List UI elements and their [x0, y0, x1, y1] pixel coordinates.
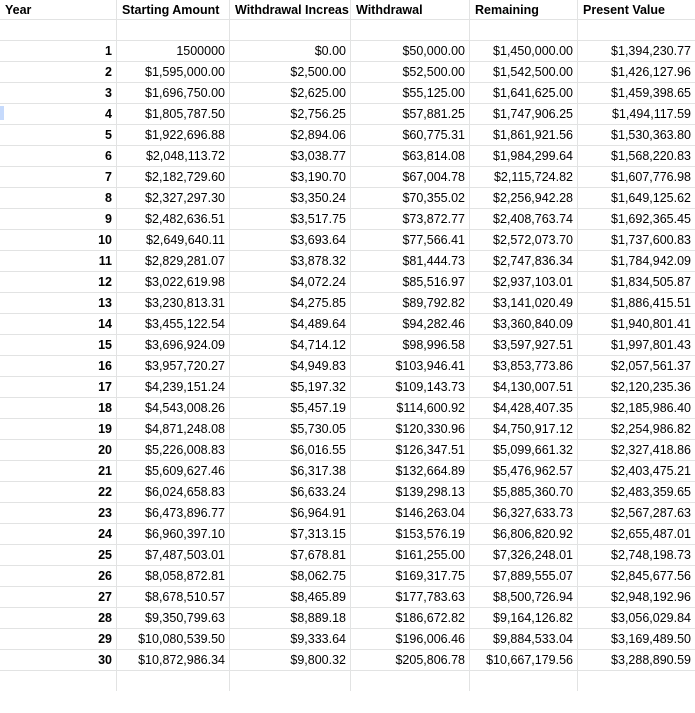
cell-starting-amount[interactable]: $2,048,113.72: [117, 146, 230, 166]
cell-withdrawal[interactable]: $89,792.82: [351, 293, 470, 313]
cell-starting-amount[interactable]: $5,609,627.46: [117, 461, 230, 481]
cell-withdrawal-increase[interactable]: $4,714.12: [230, 335, 351, 355]
cell-year[interactable]: 13: [0, 293, 117, 313]
empty-cell[interactable]: [117, 20, 230, 40]
cell-starting-amount[interactable]: $2,327,297.30: [117, 188, 230, 208]
selection-indicator: [0, 106, 4, 120]
cell-year[interactable]: 19: [0, 419, 117, 439]
cell-withdrawal-increase[interactable]: $3,693.64: [230, 230, 351, 250]
cell-withdrawal[interactable]: $109,143.73: [351, 377, 470, 397]
cell-withdrawal[interactable]: $161,255.00: [351, 545, 470, 565]
empty-cell[interactable]: [0, 671, 117, 691]
cell-remaining[interactable]: $6,806,820.92: [470, 524, 578, 544]
cell-remaining[interactable]: $7,889,555.07: [470, 566, 578, 586]
cell-withdrawal-increase[interactable]: $9,333.64: [230, 629, 351, 649]
cell-present-value[interactable]: $2,948,192.96: [611, 590, 691, 604]
cell-year[interactable]: 4: [0, 104, 117, 124]
cell-year[interactable]: 2: [0, 62, 117, 82]
cell-remaining[interactable]: $2,937,103.01: [470, 272, 578, 292]
cell-starting-amount[interactable]: $5,226,008.83: [117, 440, 230, 460]
cell-starting-amount[interactable]: $4,871,248.08: [117, 419, 230, 439]
cell-remaining[interactable]: $1,450,000.00: [470, 41, 578, 61]
data-rows: [0, 41, 695, 671]
cell-present-value[interactable]: $1,886,415.51: [611, 296, 691, 310]
cell-withdrawal[interactable]: $177,783.63: [351, 587, 470, 607]
table-row: [0, 440, 695, 461]
header-remaining[interactable]: Remaining: [470, 0, 578, 20]
cell-withdrawal[interactable]: $153,576.19: [351, 524, 470, 544]
empty-cell[interactable]: [351, 20, 470, 40]
empty-cell[interactable]: [470, 671, 578, 691]
cell-starting-amount[interactable]: $10,080,539.50: [117, 629, 230, 649]
cell-present-value[interactable]: $1,494,117.59: [611, 107, 691, 121]
cell-withdrawal[interactable]: $60,775.31: [351, 125, 470, 145]
cell-withdrawal-increase[interactable]: $2,625.00: [230, 83, 351, 103]
cell-starting-amount[interactable]: $4,239,151.24: [117, 377, 230, 397]
cell-withdrawal[interactable]: $94,282.46: [351, 314, 470, 334]
cell-starting-amount[interactable]: $1,922,696.88: [117, 125, 230, 145]
header-year[interactable]: Year: [0, 0, 117, 20]
cell-starting-amount[interactable]: $1,805,787.50: [117, 104, 230, 124]
cell-year[interactable]: 16: [0, 356, 117, 376]
cell-remaining[interactable]: $2,408,763.74: [470, 209, 578, 229]
cell-withdrawal-increase[interactable]: $3,350.24: [230, 188, 351, 208]
cell-year[interactable]: 7: [0, 167, 117, 187]
cell-present-value[interactable]: $3,288,890.59: [611, 653, 691, 667]
table-row: [0, 104, 695, 125]
cell-withdrawal[interactable]: $85,516.97: [351, 272, 470, 292]
cell-withdrawal-increase[interactable]: $6,964.91: [230, 503, 351, 523]
empty-cell[interactable]: [117, 671, 230, 691]
cell-withdrawal-increase[interactable]: $8,889.18: [230, 608, 351, 628]
cell-withdrawal-increase[interactable]: $4,275.85: [230, 293, 351, 313]
table-row: [0, 230, 695, 251]
cell-withdrawal-increase[interactable]: $2,894.06: [230, 125, 351, 145]
cell-withdrawal-increase[interactable]: $5,730.05: [230, 419, 351, 439]
cell-remaining[interactable]: $9,884,533.04: [470, 629, 578, 649]
cell-remaining[interactable]: $1,542,500.00: [470, 62, 578, 82]
cell-year[interactable]: 6: [0, 146, 117, 166]
cell-starting-amount[interactable]: $3,022,619.98: [117, 272, 230, 292]
header-present-value[interactable]: Present Value: [583, 3, 665, 17]
cell-year[interactable]: 18: [0, 398, 117, 418]
cell-present-value[interactable]: $2,254,986.82: [611, 422, 691, 436]
empty-cell[interactable]: [0, 20, 117, 40]
cell-withdrawal-increase[interactable]: $7,313.15: [230, 524, 351, 544]
cell-present-value[interactable]: $1,997,801.43: [611, 338, 691, 352]
table-row: [0, 41, 695, 62]
table-row: [0, 650, 695, 671]
cell-withdrawal-increase[interactable]: $6,633.24: [230, 482, 351, 502]
cell-remaining[interactable]: $4,750,917.12: [470, 419, 578, 439]
cell-year[interactable]: 5: [0, 125, 117, 145]
cell-withdrawal[interactable]: $98,996.58: [351, 335, 470, 355]
cell-withdrawal[interactable]: $132,664.89: [351, 461, 470, 481]
cell-starting-amount[interactable]: 1500000: [117, 41, 230, 61]
table-row: [0, 377, 695, 398]
cell-withdrawal[interactable]: $139,298.13: [351, 482, 470, 502]
cell-withdrawal-increase[interactable]: $0.00: [230, 41, 351, 61]
cell-starting-amount[interactable]: $6,024,658.83: [117, 482, 230, 502]
cell-year[interactable]: 1: [0, 41, 117, 61]
empty-row: [0, 20, 695, 41]
cell-withdrawal-increase[interactable]: $8,465.89: [230, 587, 351, 607]
cell-starting-amount[interactable]: $3,696,924.09: [117, 335, 230, 355]
cell-year[interactable]: 12: [0, 272, 117, 292]
cell-withdrawal-increase[interactable]: $2,756.25: [230, 104, 351, 124]
cell-withdrawal-increase[interactable]: $3,878.32: [230, 251, 351, 271]
cell-withdrawal-increase[interactable]: $5,197.32: [230, 377, 351, 397]
table-row: [0, 524, 695, 545]
cell-present-value[interactable]: $1,649,125.62: [611, 191, 691, 205]
cell-withdrawal[interactable]: $63,814.08: [351, 146, 470, 166]
cell-present-value[interactable]: $1,426,127.96: [611, 65, 691, 79]
cell-starting-amount[interactable]: $2,649,640.11: [117, 230, 230, 250]
cell-withdrawal-increase[interactable]: $4,949.83: [230, 356, 351, 376]
cell-present-value[interactable]: $2,120,235.36: [611, 380, 691, 394]
cell-present-value[interactable]: $1,834,505.87: [611, 275, 691, 289]
cell-present-value[interactable]: $3,056,029.84: [611, 611, 691, 625]
cell-remaining[interactable]: $5,885,360.70: [470, 482, 578, 502]
table-row: [0, 125, 695, 146]
cell-remaining[interactable]: $2,256,942.28: [470, 188, 578, 208]
cell-withdrawal[interactable]: $103,946.41: [351, 356, 470, 376]
cell-withdrawal-increase[interactable]: $2,500.00: [230, 62, 351, 82]
cell-present-value[interactable]: $1,784,942.09: [611, 254, 691, 268]
cell-starting-amount[interactable]: $3,230,813.31: [117, 293, 230, 313]
table-row: [0, 62, 695, 83]
cell-year[interactable]: 15: [0, 335, 117, 355]
cell-withdrawal[interactable]: $120,330.96: [351, 419, 470, 439]
cell-present-value[interactable]: $1,530,363.80: [611, 128, 691, 142]
cell-starting-amount[interactable]: $8,678,510.57: [117, 587, 230, 607]
cell-year[interactable]: 17: [0, 377, 117, 397]
cell-withdrawal[interactable]: $73,872.77: [351, 209, 470, 229]
cell-withdrawal[interactable]: $55,125.00: [351, 83, 470, 103]
header-starting-amount[interactable]: Starting Amount: [117, 0, 230, 20]
cell-withdrawal[interactable]: $186,672.82: [351, 608, 470, 628]
cell-remaining[interactable]: $1,747,906.25: [470, 104, 578, 124]
header-withdrawal-increase[interactable]: Withdrawal Increas: [230, 0, 351, 20]
table-row: [0, 629, 695, 650]
cell-present-value[interactable]: $1,459,398.65: [611, 86, 691, 100]
empty-cell[interactable]: [578, 671, 695, 691]
cell-present-value[interactable]: $1,607,776.98: [611, 170, 691, 184]
empty-cell[interactable]: [470, 20, 578, 40]
cell-present-value[interactable]: $2,327,418.86: [611, 443, 691, 457]
cell-remaining[interactable]: $2,572,073.70: [470, 230, 578, 250]
header-withdrawal[interactable]: Withdrawal: [351, 0, 470, 20]
cell-present-value[interactable]: $2,567,287.63: [611, 506, 691, 520]
cell-starting-amount[interactable]: $6,473,896.77: [117, 503, 230, 523]
table-row: [0, 167, 695, 188]
cell-year[interactable]: 3: [0, 83, 117, 103]
table-row: [0, 272, 695, 293]
cell-withdrawal[interactable]: $126,347.51: [351, 440, 470, 460]
cell-remaining[interactable]: $1,641,625.00: [470, 83, 578, 103]
cell-remaining[interactable]: $6,327,633.73: [470, 503, 578, 523]
cell-starting-amount[interactable]: $3,957,720.27: [117, 356, 230, 376]
cell-year[interactable]: 26: [0, 566, 117, 586]
cell-starting-amount[interactable]: $2,482,636.51: [117, 209, 230, 229]
cell-remaining[interactable]: $3,853,773.86: [470, 356, 578, 376]
cell-withdrawal[interactable]: $67,004.78: [351, 167, 470, 187]
table-row: [0, 188, 695, 209]
empty-row: [0, 671, 695, 713]
cell-remaining[interactable]: $10,667,179.56: [470, 650, 578, 670]
cell-withdrawal-increase[interactable]: $6,016.55: [230, 440, 351, 460]
cell-year[interactable]: 27: [0, 587, 117, 607]
cell-starting-amount[interactable]: $10,872,986.34: [117, 650, 230, 670]
cell-year[interactable]: 8: [0, 188, 117, 208]
cell-withdrawal-increase[interactable]: $5,457.19: [230, 398, 351, 418]
cell-year[interactable]: 9: [0, 209, 117, 229]
cell-starting-amount[interactable]: $7,487,503.01: [117, 545, 230, 565]
cell-withdrawal-increase[interactable]: $4,489.64: [230, 314, 351, 334]
cell-year[interactable]: 20: [0, 440, 117, 460]
cell-present-value[interactable]: $1,940,801.41: [611, 317, 691, 331]
cell-starting-amount[interactable]: $1,595,000.00: [117, 62, 230, 82]
table-row: [0, 545, 695, 566]
table-row: [0, 461, 695, 482]
cell-remaining[interactable]: $4,428,407.35: [470, 398, 578, 418]
cell-year[interactable]: 11: [0, 251, 117, 271]
cell-withdrawal[interactable]: $146,263.04: [351, 503, 470, 523]
cell-withdrawal[interactable]: $114,600.92: [351, 398, 470, 418]
cell-starting-amount[interactable]: $9,350,799.63: [117, 608, 230, 628]
table-row: [0, 335, 695, 356]
cell-year[interactable]: 25: [0, 545, 117, 565]
cell-starting-amount[interactable]: $2,182,729.60: [117, 167, 230, 187]
table-row: [0, 146, 695, 167]
cell-withdrawal-increase[interactable]: $7,678.81: [230, 545, 351, 565]
cell-remaining[interactable]: $1,984,299.64: [470, 146, 578, 166]
table-row: [0, 608, 695, 629]
cell-starting-amount[interactable]: $3,455,122.54: [117, 314, 230, 334]
cell-withdrawal[interactable]: $52,500.00: [351, 62, 470, 82]
table-row: [0, 587, 695, 608]
cell-remaining[interactable]: $7,326,248.01: [470, 545, 578, 565]
cell-present-value[interactable]: $1,737,600.83: [611, 233, 691, 247]
cell-remaining[interactable]: $4,130,007.51: [470, 377, 578, 397]
table-row: [0, 398, 695, 419]
table-row: [0, 356, 695, 377]
cell-year[interactable]: 29: [0, 629, 117, 649]
cell-withdrawal[interactable]: $50,000.00: [351, 41, 470, 61]
cell-remaining[interactable]: $5,476,962.57: [470, 461, 578, 481]
cell-remaining[interactable]: $8,500,726.94: [470, 587, 578, 607]
cell-present-value[interactable]: $2,185,986.40: [611, 401, 691, 415]
header-row: [0, 0, 695, 20]
cell-remaining[interactable]: $3,360,840.09: [470, 314, 578, 334]
table-row: [0, 482, 695, 503]
table-row: [0, 83, 695, 104]
cell-starting-amount[interactable]: $8,058,872.81: [117, 566, 230, 586]
cell-withdrawal-increase[interactable]: $3,190.70: [230, 167, 351, 187]
cell-withdrawal[interactable]: $205,806.78: [351, 650, 470, 670]
cell-year[interactable]: 21: [0, 461, 117, 481]
cell-year[interactable]: 30: [0, 650, 117, 670]
cell-present-value[interactable]: $2,845,677.56: [611, 569, 691, 583]
cell-withdrawal[interactable]: $169,317.75: [351, 566, 470, 586]
cell-year[interactable]: 23: [0, 503, 117, 523]
empty-cell[interactable]: [578, 20, 695, 40]
empty-cell[interactable]: [230, 671, 351, 691]
cell-present-value[interactable]: $3,169,489.50: [611, 632, 691, 646]
table-row: [0, 293, 695, 314]
empty-cell[interactable]: [230, 20, 351, 40]
cell-withdrawal-increase[interactable]: $3,517.75: [230, 209, 351, 229]
cell-present-value[interactable]: $1,692,365.45: [611, 212, 691, 226]
cell-remaining[interactable]: $5,099,661.32: [470, 440, 578, 460]
cell-present-value[interactable]: $2,057,561.37: [611, 359, 691, 373]
cell-remaining[interactable]: $3,141,020.49: [470, 293, 578, 313]
cell-withdrawal-increase[interactable]: $8,062.75: [230, 566, 351, 586]
cell-withdrawal[interactable]: $70,355.02: [351, 188, 470, 208]
table-row: [0, 566, 695, 587]
cell-withdrawal[interactable]: $196,006.46: [351, 629, 470, 649]
cell-remaining[interactable]: $2,747,836.34: [470, 251, 578, 271]
cell-remaining[interactable]: $3,597,927.51: [470, 335, 578, 355]
cell-starting-amount[interactable]: $6,960,397.10: [117, 524, 230, 544]
cell-withdrawal-increase[interactable]: $4,072.24: [230, 272, 351, 292]
cell-present-value[interactable]: $2,483,359.65: [611, 485, 691, 499]
table-row: [0, 209, 695, 230]
cell-present-value[interactable]: $1,394,230.77: [611, 44, 691, 58]
cell-withdrawal[interactable]: $81,444.73: [351, 251, 470, 271]
cell-year[interactable]: 28: [0, 608, 117, 628]
cell-year[interactable]: 24: [0, 524, 117, 544]
cell-present-value[interactable]: $1,568,220.83: [611, 149, 691, 163]
table-row: [0, 419, 695, 440]
cell-year[interactable]: 22: [0, 482, 117, 502]
cell-withdrawal[interactable]: $77,566.41: [351, 230, 470, 250]
table-row: [0, 314, 695, 335]
cell-year[interactable]: 10: [0, 230, 117, 250]
cell-starting-amount[interactable]: $2,829,281.07: [117, 251, 230, 271]
cell-starting-amount[interactable]: $1,696,750.00: [117, 83, 230, 103]
cell-present-value[interactable]: $2,403,475.21: [611, 464, 691, 478]
cell-present-value[interactable]: $2,748,198.73: [611, 548, 691, 562]
cell-withdrawal-increase[interactable]: $3,038.77: [230, 146, 351, 166]
cell-withdrawal-increase[interactable]: $6,317.38: [230, 461, 351, 481]
cell-withdrawal-increase[interactable]: $9,800.32: [230, 650, 351, 670]
cell-starting-amount[interactable]: $4,543,008.26: [117, 398, 230, 418]
cell-year[interactable]: 14: [0, 314, 117, 334]
table-row: [0, 251, 695, 272]
cell-remaining[interactable]: $9,164,126.82: [470, 608, 578, 628]
cell-remaining[interactable]: $1,861,921.56: [470, 125, 578, 145]
empty-cell[interactable]: [351, 671, 470, 691]
cell-remaining[interactable]: $2,115,724.82: [470, 167, 578, 187]
cell-withdrawal[interactable]: $57,881.25: [351, 104, 470, 124]
cell-present-value[interactable]: $2,655,487.01: [611, 527, 691, 541]
table-row: [0, 503, 695, 524]
